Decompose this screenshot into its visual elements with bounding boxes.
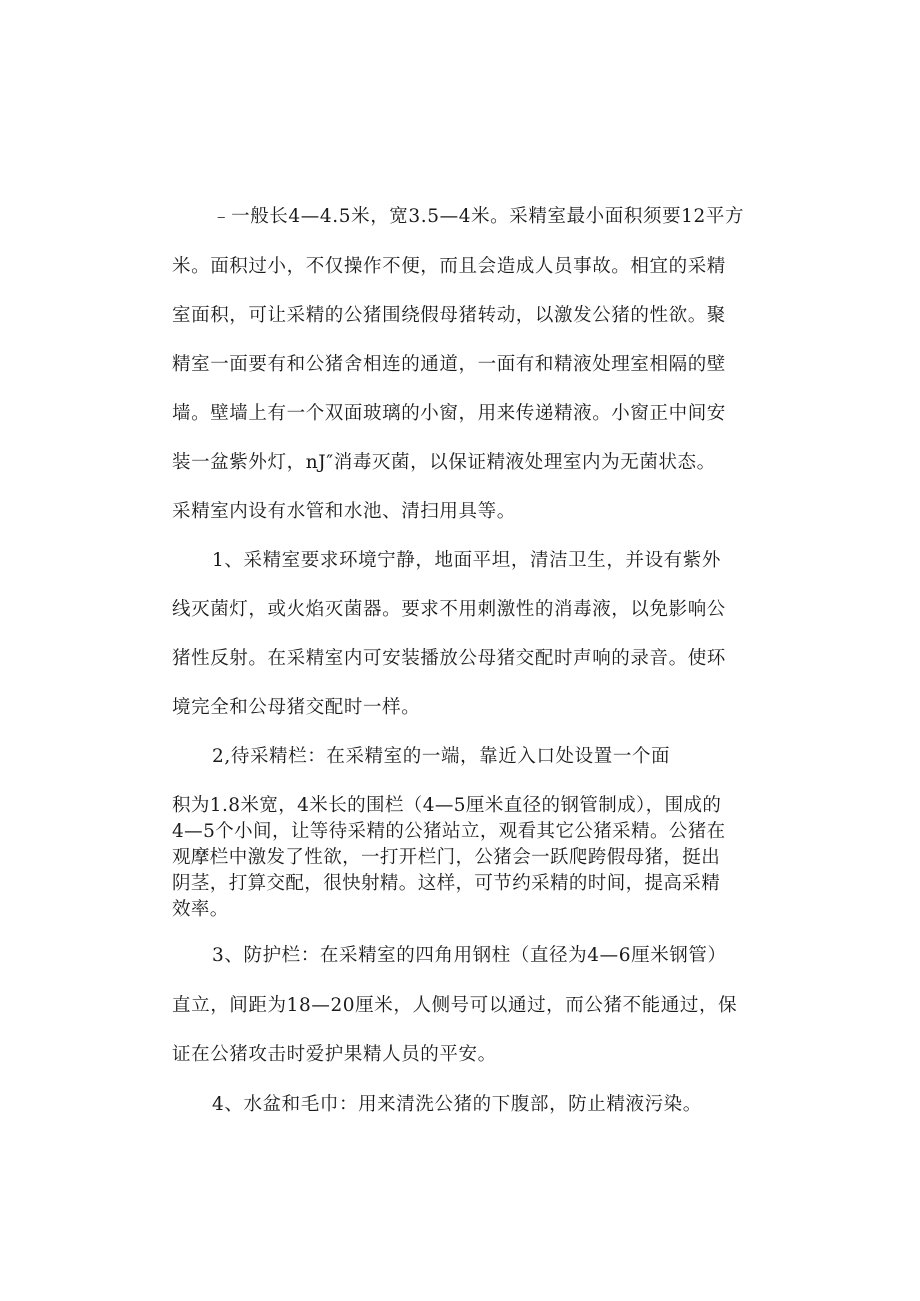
text-line: 墙。壁墙上有一个双面玻璃的小窗，用来传递精液。小窗正中间安 bbox=[172, 403, 726, 424]
text-line: 证在公猪攻击时爱护果精人员的平安。 bbox=[172, 1044, 497, 1065]
text-line: 观摩栏中激发了性欲，一打开栏门，公猪会一跃爬跨假母猪，挺出 bbox=[172, 847, 721, 868]
text-line: 米。面积过小，不仅操作不便，而且会造成人员事故。相宜的采精 bbox=[172, 256, 726, 277]
text-line: 效率。 bbox=[172, 899, 229, 920]
text-line: 积为1.8米宽，4米长的围栏（4—5厘米直径的钢管制成），围成的 bbox=[172, 795, 722, 816]
text-line: 线灭菌灯，或火焰灭菌器。要求不用刺激性的消毒液，以免影响公 bbox=[172, 599, 726, 620]
text-line: 精室一面要有和公猪舍相连的通道，一面有和精液处理室相隔的壁 bbox=[172, 354, 726, 375]
text-line: 猪性反射。在采精室内可安装播放公母猪交配时声响的录音。使环 bbox=[172, 648, 726, 669]
text-line: 境完全和公母猪交配时一样。 bbox=[172, 697, 421, 718]
text-line: 阴茎，打算交配，很快射精。这样，可节约采精的时间，提高采精 bbox=[172, 873, 721, 894]
text-line: 3、防护栏：在采精室的四角用钢柱（直径为4—6厘米钢管） bbox=[212, 945, 727, 966]
text-line: ﹣一般长4—4.5米，宽3.5—4米。采精室最小面积须要12平方 bbox=[212, 206, 745, 227]
text-line: 装一盆紫外灯，nJ″消毒灭菌，以保证精液处理室内为无菌状态。 bbox=[172, 452, 716, 473]
text-line: 4—5个小间，让等待采精的公猪站立，观看其它公猪采精。公猪在 bbox=[172, 821, 726, 842]
text-line: 室面积，可让采精的公猪围绕假母猪转动，以激发公猪的性欲。聚 bbox=[172, 305, 726, 326]
text-line: 4、水盆和毛巾：用来清洗公猪的下腹部，防止精液污染。 bbox=[212, 1094, 702, 1115]
text-line: 2,待采精栏：在采精室的一端，靠近入口处设置一个面 bbox=[212, 746, 671, 767]
text-line: 采精室内设有水管和水池、清扫用具等。 bbox=[172, 501, 516, 522]
text-line: 1、采精室要求环境宁静，地面平坦，清洁卫生，并设有紫外 bbox=[212, 550, 721, 571]
text-line: 直立，间距为18—20厘米，人侧号可以通过，而公猪不能通过，保 bbox=[172, 995, 738, 1016]
